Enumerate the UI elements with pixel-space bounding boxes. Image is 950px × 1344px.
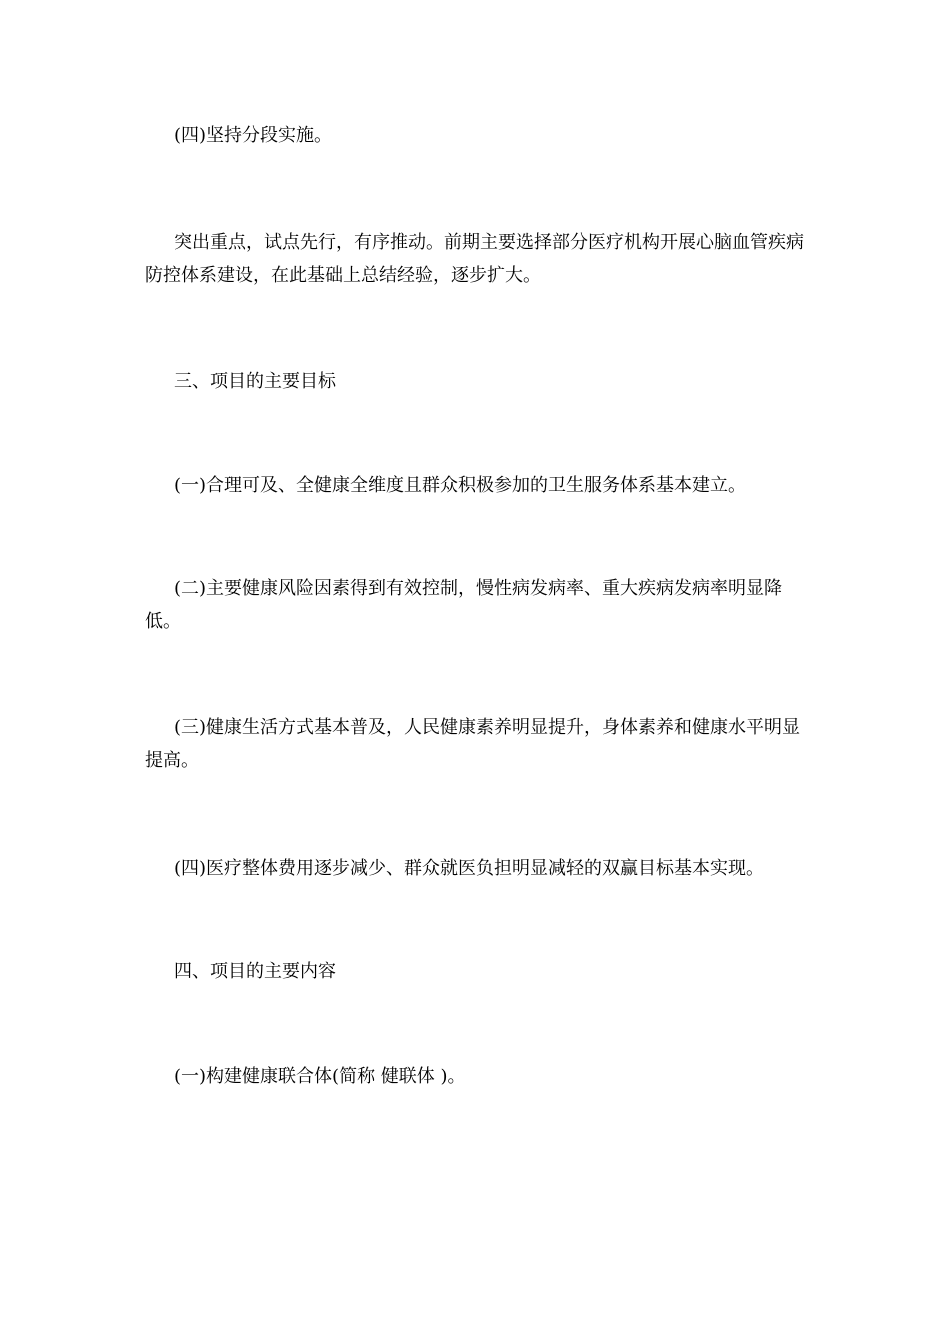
paragraph-goal-2: (二)主要健康风险因素得到有效控制，慢性病发病率、重大疾病发病率明显降低。: [145, 578, 783, 632]
paragraph-content-1: (一)构建健康联合体(简称 健联体 )。: [174, 1066, 466, 1087]
section-heading-main-goals: 三、项目的主要目标: [174, 371, 336, 392]
paragraph-goal-3: (三)健康生活方式基本普及，人民健康素养明显提升，身体素养和健康水平明显提高。: [145, 717, 801, 771]
paragraph-goal-1: (一)合理可及、全健康全维度且群众积极参加的卫生服务体系基本建立。: [174, 475, 747, 496]
section-heading-main-content: 四、项目的主要内容: [174, 961, 336, 982]
paragraph-goal-4: (四)医疗整体费用逐步减少、群众就医负担明显减轻的双赢目标基本实现。: [174, 858, 765, 879]
paragraph-principle-4: (四)坚持分段实施。: [174, 125, 333, 146]
paragraph-principle-4-body: 突出重点，试点先行，有序推动。前期主要选择部分医疗机构开展心脑血管疾病防控体系建设，在此基础上总结经验，逐步扩大。: [145, 232, 804, 286]
